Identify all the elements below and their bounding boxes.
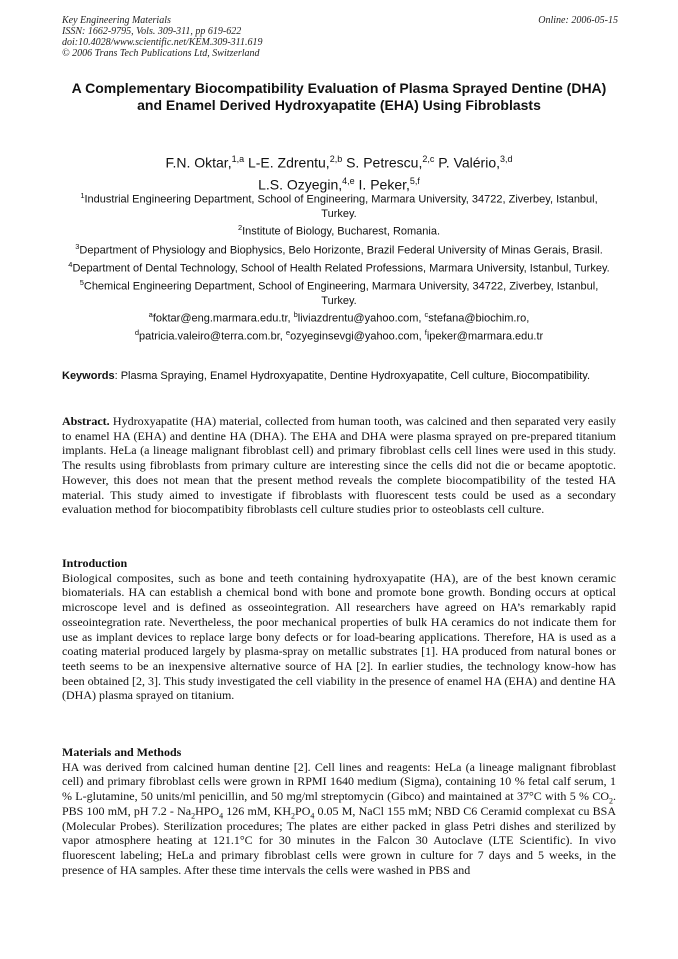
- affiliation: [62, 240, 616, 258]
- abstract-text: Hydroxyapatite (HA) material, collected from human tooth, was calcined and then separated very easily to enamel HA (EHA) and dentine HA (DHA). The EHA and DHA were plasma sprayed on pre-prepared titanium implants. HeLa (a lineage malignant fibroblast cell) and primary fibroblast cells cell lines were used in this study. The results using fibroblasts from primary culture are interesting since the cells did not die or became apoptotic. However, this does not mean that the present method reveals the complete biocompatibility of the tested HA material. This study aimed to investigate if fibroblasts with fluorescent tests could be used as a secondary evaluation method for biocompatibity fibroblasts cell culture studies prior to osteoblasts cell culture.: [62, 414, 616, 517]
- author-name: L.S. Ozyegin,: [258, 176, 343, 193]
- affiliations: [62, 189, 616, 344]
- email-sup: f: [424, 328, 427, 338]
- affiliation: [62, 221, 616, 239]
- email-list: [62, 308, 616, 344]
- affiliation: [62, 276, 616, 308]
- section-heading: Introduction: [62, 556, 128, 570]
- subscript: 2: [291, 811, 296, 821]
- doi-line: doi:10.4028/www.scientific.net/KEM.309-311.619: [62, 37, 263, 48]
- methods-text: HA was derived from calcined human dentine [2]. Cell lines and reagents: HeLa (a lineage malignant fibroblast cell) and primary fibroblast cells were grown in RPMI 1640 medium (Sigma), containing 10 % fetal calf serum, 1 % L-glutamine, 50 units/ml penicillin, and 50 mg/ml streptomycin (Gibco) and maintained at 37°C with 5 % CO: [62, 759, 616, 804]
- affiliation-text: Department of Physiology and Biophysics, Belo Horizonte, Brazil Federal University of Minas Gerais, Brasil.: [79, 244, 603, 257]
- affiliation-number: 3: [75, 241, 80, 251]
- subscript: 2: [609, 796, 613, 806]
- author-affil-sup: 5,f: [409, 175, 420, 186]
- author-affil-sup: 4,e: [342, 175, 355, 186]
- affiliation: [62, 189, 616, 221]
- affiliation-number: 2: [237, 223, 243, 233]
- email-sup: e: [285, 328, 291, 338]
- section-heading: Materials and Methods: [62, 745, 182, 759]
- affiliation-number: 5: [79, 277, 84, 287]
- email-link[interactable]: patricia.valeiro@terra.com.br,: [139, 330, 283, 343]
- issn-line: ISSN: 1662-9795, Vols. 309-311, pp 619-622: [62, 26, 242, 37]
- keywords-section: [62, 369, 616, 384]
- email-sup: a: [148, 310, 153, 320]
- affiliation-text: Industrial Engineering Department, School of Engineering, Marmara University, 34722, Ziverbey, Istanbul, Turkey.: [84, 193, 598, 221]
- email-sup: b: [293, 310, 298, 320]
- affiliation-number: 4: [68, 259, 73, 269]
- affiliation-text: Institute of Biology, Bucharest, Romania.: [242, 226, 441, 239]
- email-sup: c: [424, 310, 429, 320]
- paper-title: A Complementary Biocompatibility Evaluation of Plasma Sprayed Dentine (DHA) and Enamel Derived Hydroxyapatite (EHA) Using Fibroblasts: [71, 80, 607, 113]
- methods-text: PO: [295, 803, 311, 818]
- author-affil-sup: 2,c: [422, 154, 435, 164]
- methods-text: . PBS 100 mM, pH 7.2 - Na: [62, 789, 616, 818]
- author-name: P. Valério,: [438, 154, 501, 171]
- author-name: I. Peker,: [358, 176, 410, 193]
- email-link[interactable]: ozyeginsevgi@yahoo.com,: [290, 330, 422, 343]
- methods-paragraph: [62, 760, 616, 878]
- affiliation-number: 1: [80, 191, 85, 200]
- abstract-section: [62, 414, 616, 517]
- email-link[interactable]: foktar@eng.marmara.edu.tr,: [152, 312, 291, 325]
- subscript: 4: [310, 811, 315, 821]
- keywords-label: Keywords: [62, 370, 115, 382]
- keywords-text: : Plasma Spraying, Enamel Hydroxyapatite, Dentine Hydroxyapatite, Cell culture, Biocompatibility.: [114, 370, 591, 382]
- copyright-line: © 2006 Trans Tech Publications Ltd, Switzerland: [62, 48, 260, 59]
- author-name: S. Petrescu,: [346, 154, 423, 171]
- author-name: L-E. Zdrentu,: [247, 154, 330, 171]
- subscript: 2: [191, 811, 196, 821]
- journal-name: Key Engineering Materials: [62, 15, 171, 26]
- affiliation: [62, 258, 616, 276]
- methods-text: HPO: [195, 803, 220, 818]
- subscript: 4: [219, 811, 224, 821]
- affiliation-text: Chemical Engineering Department, School of Engineering, Marmara University, 34722, Ziverbey, Istanbul, Turkey.: [83, 280, 599, 307]
- author-affil-sup: 1,a: [231, 154, 245, 164]
- introduction-section: [62, 556, 616, 703]
- author-list: [62, 150, 616, 193]
- methods-section: [62, 745, 616, 877]
- methods-text: 0.05 M, NaCl 155 mM; NBD C6 Ceramid complexat cu BSA (Molecular Probes). Sterilization procedures; The plates are either packed in glass Petri dishes and sterilized by vapor atmosphere heating at 121.1°C for 30 minutes in the Falcon 30 Autoclave (LTE Scientific). In vivo fluorescent labeling; HeLa and primary fibroblast cells were grown in culture for 7 days and 5 weeks, in the presence of HA samples. After these time intervals the cells were washed in PBS and: [62, 803, 617, 877]
- author-name: F.N. Oktar,: [165, 154, 232, 171]
- affiliation-text: Department of Dental Technology, School of Health Related Professions, Marmara University, Istanbul, Turkey.: [72, 262, 610, 275]
- author-affil-sup: 3,d: [500, 154, 513, 164]
- email-link[interactable]: stefana@biochim.ro,: [428, 312, 530, 325]
- introduction-paragraph: Biological composites, such as bone and teeth containing hydroxyapatite (HA), are of the best known ceramic biomaterials. HA can establish a chemical bond with bone and promote bone growth. Bonding occurs at optical microscope level and is defined as osseointegration. All researchers have agreed on HA’s remarkably rapid osseointegration rate. Nevertheless, the poor mechanical properties of bulk HA ceramics do not indicate them for use as implant devices to replace large bony defects or for load-bearing applications. Therefore, HA is used as a coating material produced largely by plasma-spray on metallic substrates [1]. HA produced from natural bones or teeth seems to be an inexpensive alternative source of HA [2]. In earlier studies, the technology know-how has been obtained [2, 3]. This study investigated the cell viability in the presence of enamel HA (EHA) and dentine HA (DHA) plasma sprayed on titanium.: [62, 570, 616, 703]
- email-link[interactable]: liviazdrentu@yahoo.com,: [297, 312, 422, 325]
- methods-text: 126 mM, KH: [223, 803, 292, 818]
- email-sup: d: [134, 328, 139, 338]
- author-affil-sup: 2,b: [329, 154, 343, 164]
- online-date: Online: 2006-05-15: [538, 15, 618, 26]
- journal-header: [62, 15, 618, 59]
- email-link[interactable]: ipeker@marmara.edu.tr: [426, 330, 544, 343]
- abstract-label: Abstract.: [62, 414, 110, 428]
